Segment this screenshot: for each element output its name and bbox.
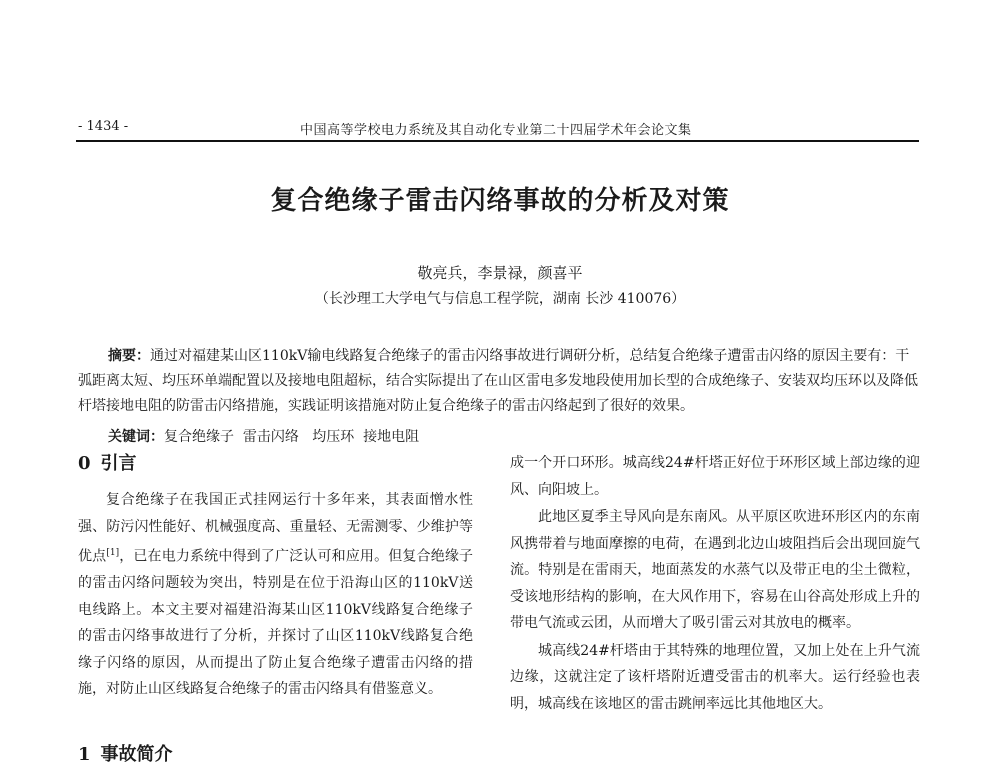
paragraph: 成一个开口环形。城高线24#杆塔正好位于环形区域上部边缘的迎风、向阳坡上。 — [510, 455, 920, 498]
section-title: 事故简介 — [100, 744, 173, 765]
section-number: 0 — [78, 453, 91, 474]
keywords — [108, 426, 419, 446]
paragraph: 此地区夏季主导风向是东南风。从平原区吹进环形区内的东南风携带着与地面摩擦的电荷，在遇到北边山坡阻挡后会出现回旋气流。特别是在雷雨天，地面蒸发的水蒸气以及带正电的尘土微粒，受该地形结构的影响，在大风作用下，容易在山谷高处形成上升的带电气流或云团，从而增大了吸引雷云对其放电的概率。 — [510, 509, 920, 631]
keywords-label: 关键词： — [108, 429, 164, 445]
page-number: - 1434 - — [78, 119, 129, 134]
authors: 敬亮兵，李景禄，颜喜平 — [417, 264, 583, 282]
section-number: 1 — [78, 744, 91, 765]
abstract — [78, 344, 920, 419]
header-rule — [76, 140, 919, 142]
paper-title: 复合绝缘子雷击闪络事故的分析及对策 — [270, 186, 730, 216]
section-title: 引言 — [100, 453, 137, 474]
section-heading-introduction — [78, 449, 137, 475]
journal-title: 中国高等学校电力系统及其自动化专业第二十四届学术年会论文集 — [300, 123, 692, 138]
intro-paragraph — [78, 487, 473, 703]
citation-ref: [1] — [106, 548, 120, 558]
section-heading-incident — [78, 740, 173, 766]
intro-text-b: ，已在电力系统中得到了广泛认可和应用。但复合绝缘子的雷击闪络问题较为突出，特别是在位于沿海山区的110kV送电线路上。本文主要对福建沿海某山区110kV线路复合绝缘子的雷击闪络事故进行了分析，并探讨了山区110kV线路复合绝缘子闪络的原因，从而提出了防止复合绝缘子遭雷击闪络的措施，对防止山区线路复合绝缘子的雷击闪络具有借鉴意义。 — [78, 548, 474, 698]
paragraph: 城高线24#杆塔由于其特殊的地理位置，又加上处在上升气流边缘，这就注定了该杆塔附近遭受雷击的机率大。运行经验也表明，城高线在该地区的雷击跳闸率远比其他地区大。 — [510, 642, 920, 712]
abstract-text: 通过对福建某山区110kV输电线路复合绝缘子的雷击闪络事故进行调研分析，总结复合绝缘子遭雷击闪络的原因主要有：干弧距离太短、均压环单端配置以及接地电阻超标，结合实际提出了在山区雷电多发地段使用加长型的合成绝缘子、安装双均压环以及降低杆塔接地电阻的防雷击闪络措施，实践证明该措施对防止复合绝缘子的雷击闪络起到了很好的效果。 — [78, 348, 918, 414]
right-column — [510, 450, 920, 717]
abstract-label: 摘要： — [108, 348, 150, 364]
keywords-text: 复合绝缘子 雷击闪络 均压环 接地电阻 — [164, 429, 420, 445]
intro-text-a: 复合绝缘子在我国正式挂网运行十多年来，其表面憎水性强、防污闪性能好、机械强度高、重量轻、无需测零、少维护等优点 — [78, 492, 473, 565]
affiliation: （长沙理工大学电气与信息工程学院，湖南 长沙 410076） — [314, 291, 686, 307]
left-column — [78, 487, 473, 703]
